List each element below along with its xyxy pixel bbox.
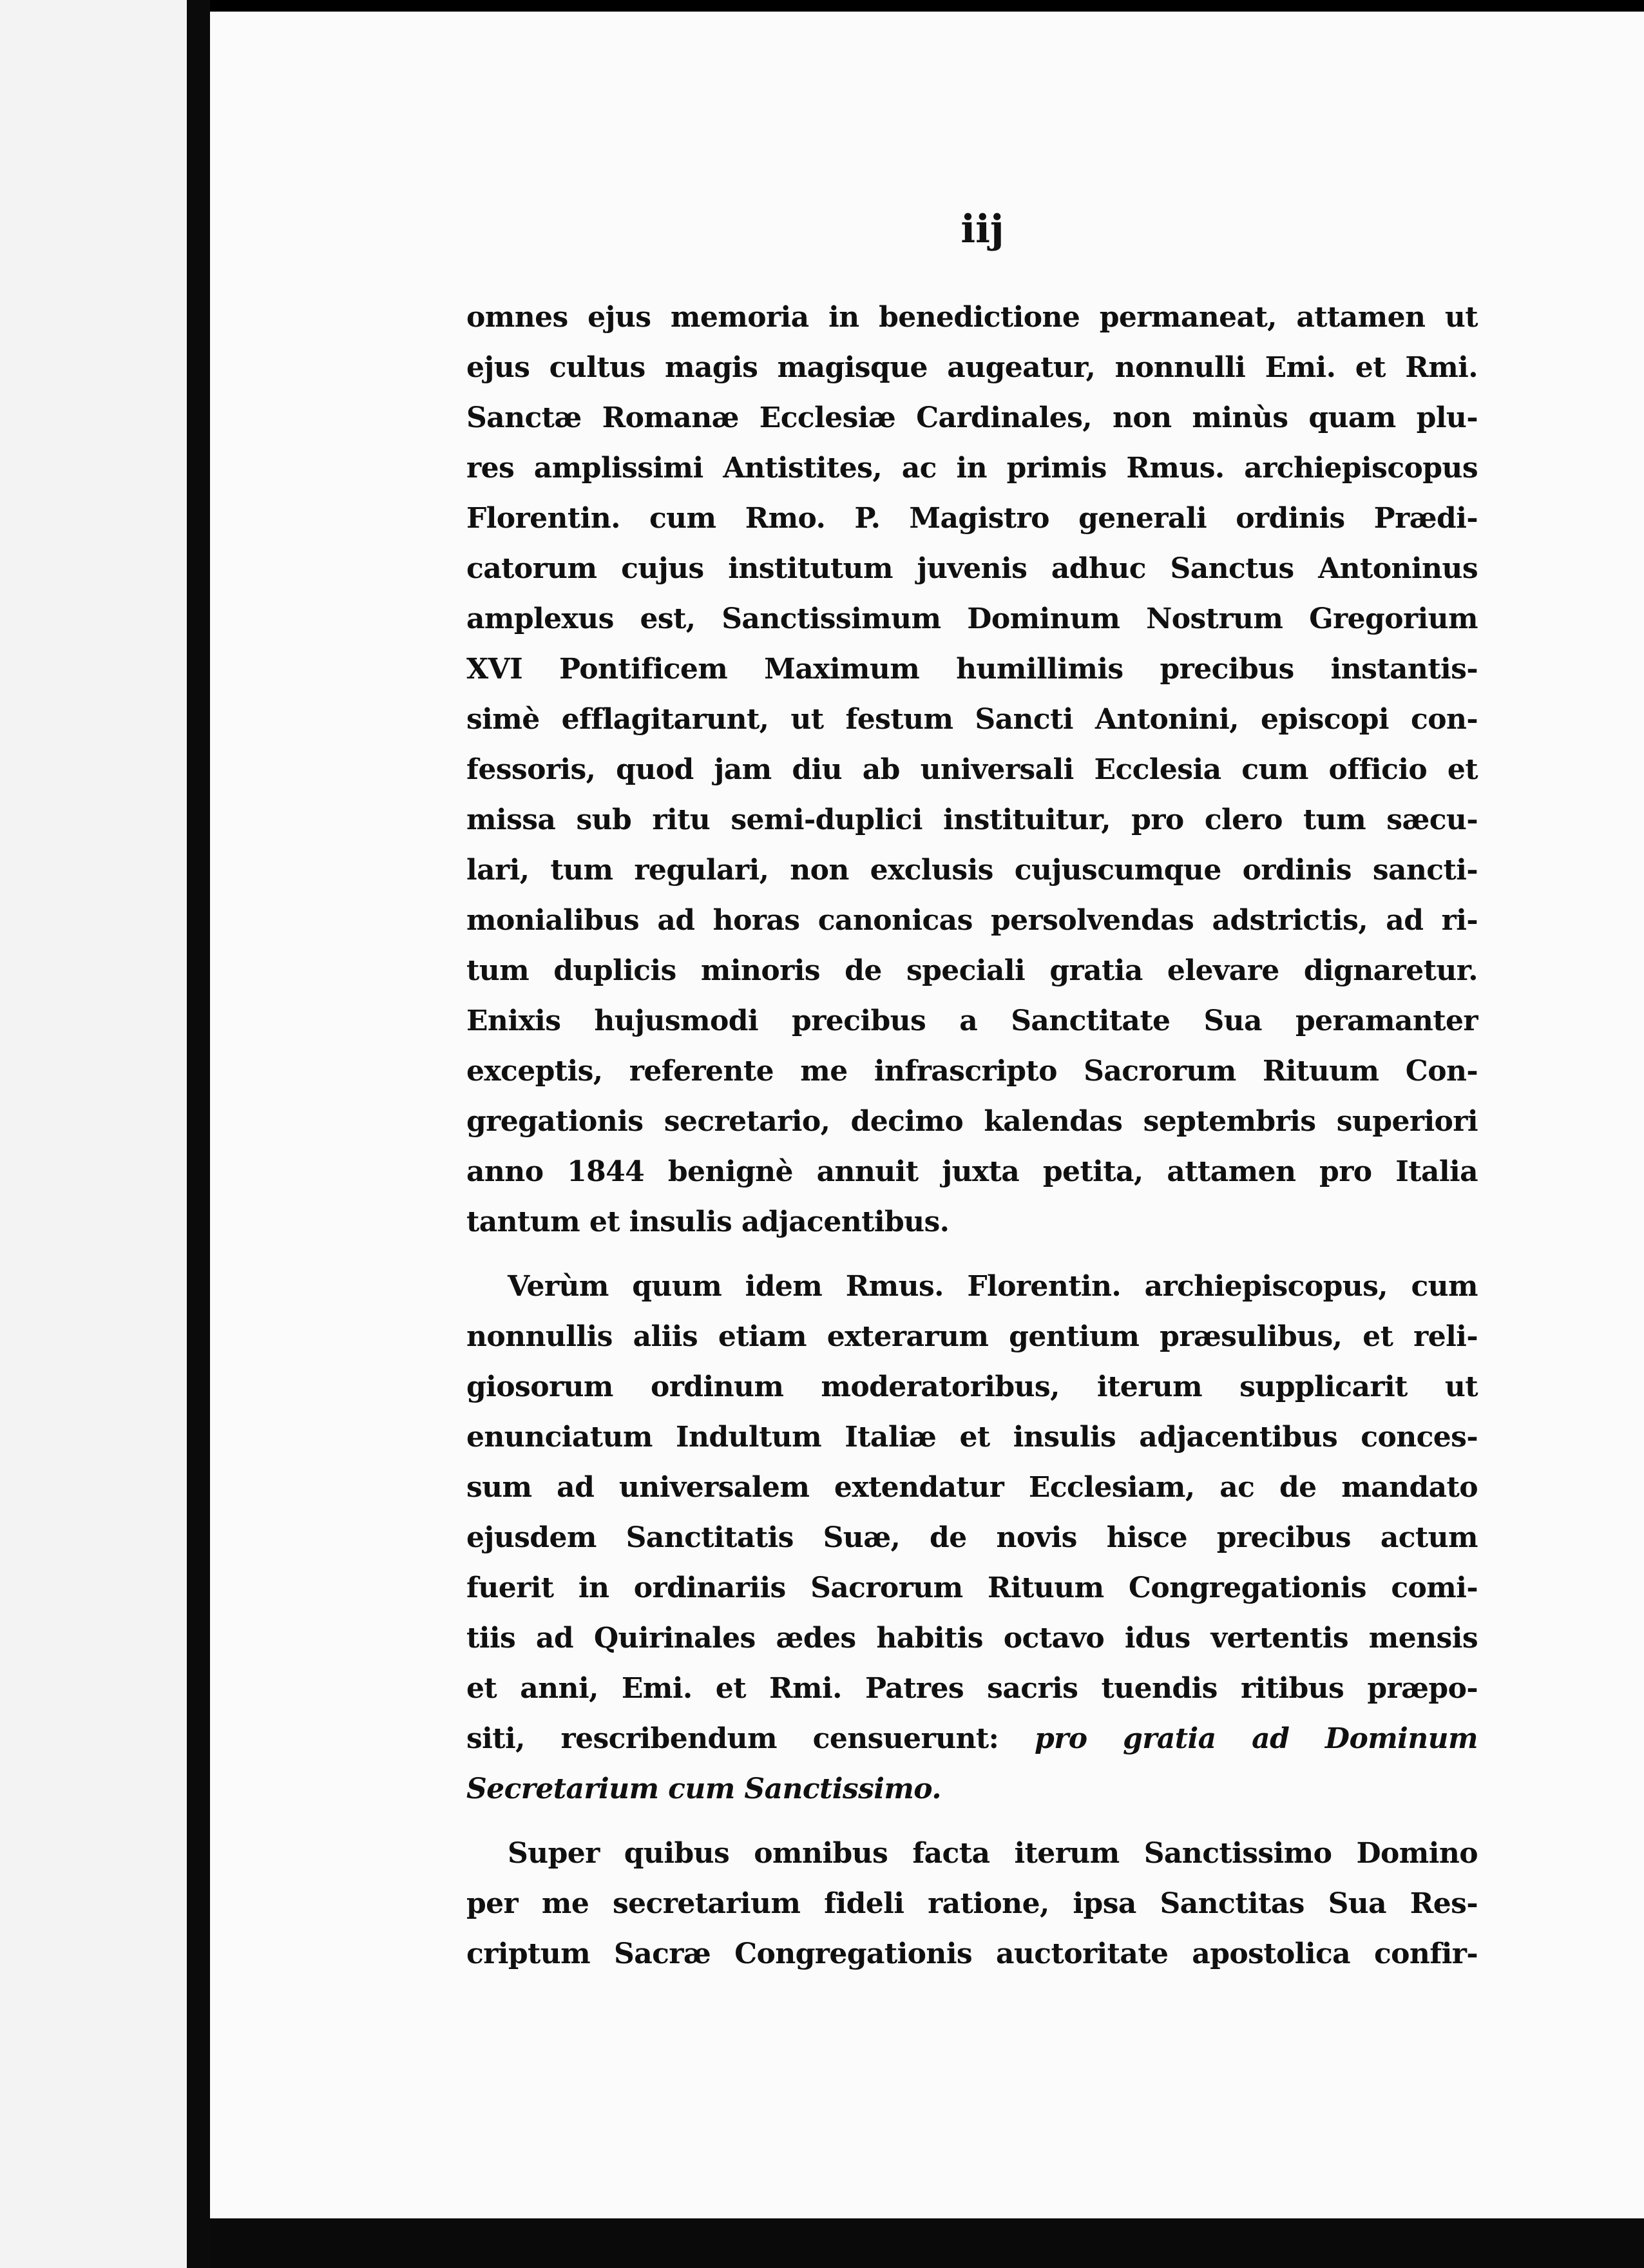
text-line-start: siti, rescribendum censuerunt: [466,1722,999,1755]
text-line: Super quibus omnibus facta iterum Sanctissimo Domino [508,1837,1478,1870]
italic-rescript-start: pro gratia ad Dominum [1034,1722,1478,1755]
text-line: anno 1844 benignè annuit juxta petita, attamen pro Italia [466,1155,1478,1188]
text-line: Enixis hujusmodi precibus a Sanctitate Sua peramanter [466,1004,1478,1037]
text-line: sum ad universalem extendatur Ecclesiam, ac de mandato [466,1471,1478,1504]
text-line: tantum et insulis adjacentibus. [466,1206,950,1238]
book-gutter [187,0,210,2268]
text-line: exceptis, referente me infrascripto Sacrorum Rituum Con- [466,1055,1478,1088]
text-line: lari, tum regulari, non exclusis cujuscumque ordinis sancti- [466,854,1478,887]
scan-border [210,2218,1644,2268]
text-line: enunciatum Indultum Italiæ et insulis adjacentibus conces- [466,1421,1478,1454]
text-line: nonnullis aliis etiam exterarum gentium præsulibus, et reli- [466,1320,1478,1353]
italic-rescript-line: Secretarium cum Sanctissimo. [466,1773,942,1805]
page-number: iij [961,207,1004,252]
text-line: XVI Pontificem Maximum humillimis precibus instantis- [466,653,1478,686]
text-line: fuerit in ordinariis Sacrorum Rituum Congregationis comi- [466,1571,1478,1604]
text-line: catorum cujus institutum juvenis adhuc Sanctus Antoninus [466,552,1478,585]
text-line: amplexus est, Sanctissimum Dominum Nostrum Gregorium [466,602,1478,635]
text-line: fessoris, quod jam diu ab universali Ecclesia cum officio et [466,753,1478,786]
paragraph-1 [466,293,1478,1247]
text-line: criptum Sacræ Congregationis auctoritate apostolica confir- [466,1937,1478,1970]
text-line: ejus cultus magis magisque augeatur, nonnulli Emi. et Rmi. [466,351,1478,384]
text-line: res amplissimi Antistites, ac in primis Rmus. archiepiscopus [466,452,1478,485]
text-line: Sanctæ Romanæ Ecclesiæ Cardinales, non minùs quam plu- [466,401,1478,434]
text-line: et anni, Emi. et Rmi. Patres sacris tuendis ritibus præpo- [466,1672,1478,1705]
text-line: per me secretarium fideli ratione, ipsa Sanctitas Sua Res- [466,1887,1478,1920]
paragraph-2 [466,1262,1478,1814]
text-line: tum duplicis minoris de speciali gratia elevare dignaretur. [466,954,1478,987]
text-line: gregationis secretario, decimo kalendas septembris superiori [466,1105,1478,1138]
facing-page-edge [0,0,187,2268]
body-text [466,293,1478,1979]
text-line: Florentin. cum Rmo. P. Magistro generali ordinis Prædi- [466,502,1478,535]
text-line: missa sub ritu semi-duplici instituitur, pro clero tum sæcu- [466,803,1478,836]
paragraph-gap [466,1247,1478,1262]
text-line: giosorum ordinum moderatoribus, iterum supplicarit ut [466,1370,1478,1403]
text-line: Verùm quum idem Rmus. Florentin. archiepiscopus, cum [508,1270,1478,1303]
text-line: omnes ejus memoria in benedictione permaneat, attamen ut [466,301,1478,334]
text-line: ejusdem Sanctitatis Suæ, de novis hisce precibus actum [466,1521,1478,1554]
text-line: monialibus ad horas canonicas persolvendas adstrictis, ad ri- [466,904,1478,937]
text-line: simè efflagitarunt, ut festum Sancti Antonini, episcopi con- [466,703,1478,736]
paragraph-3 [466,1829,1478,1979]
paragraph-gap [466,1814,1478,1829]
text-line: tiis ad Quirinales ædes habitis octavo idus vertentis mensis [466,1622,1478,1655]
text-line [466,1714,1478,1764]
